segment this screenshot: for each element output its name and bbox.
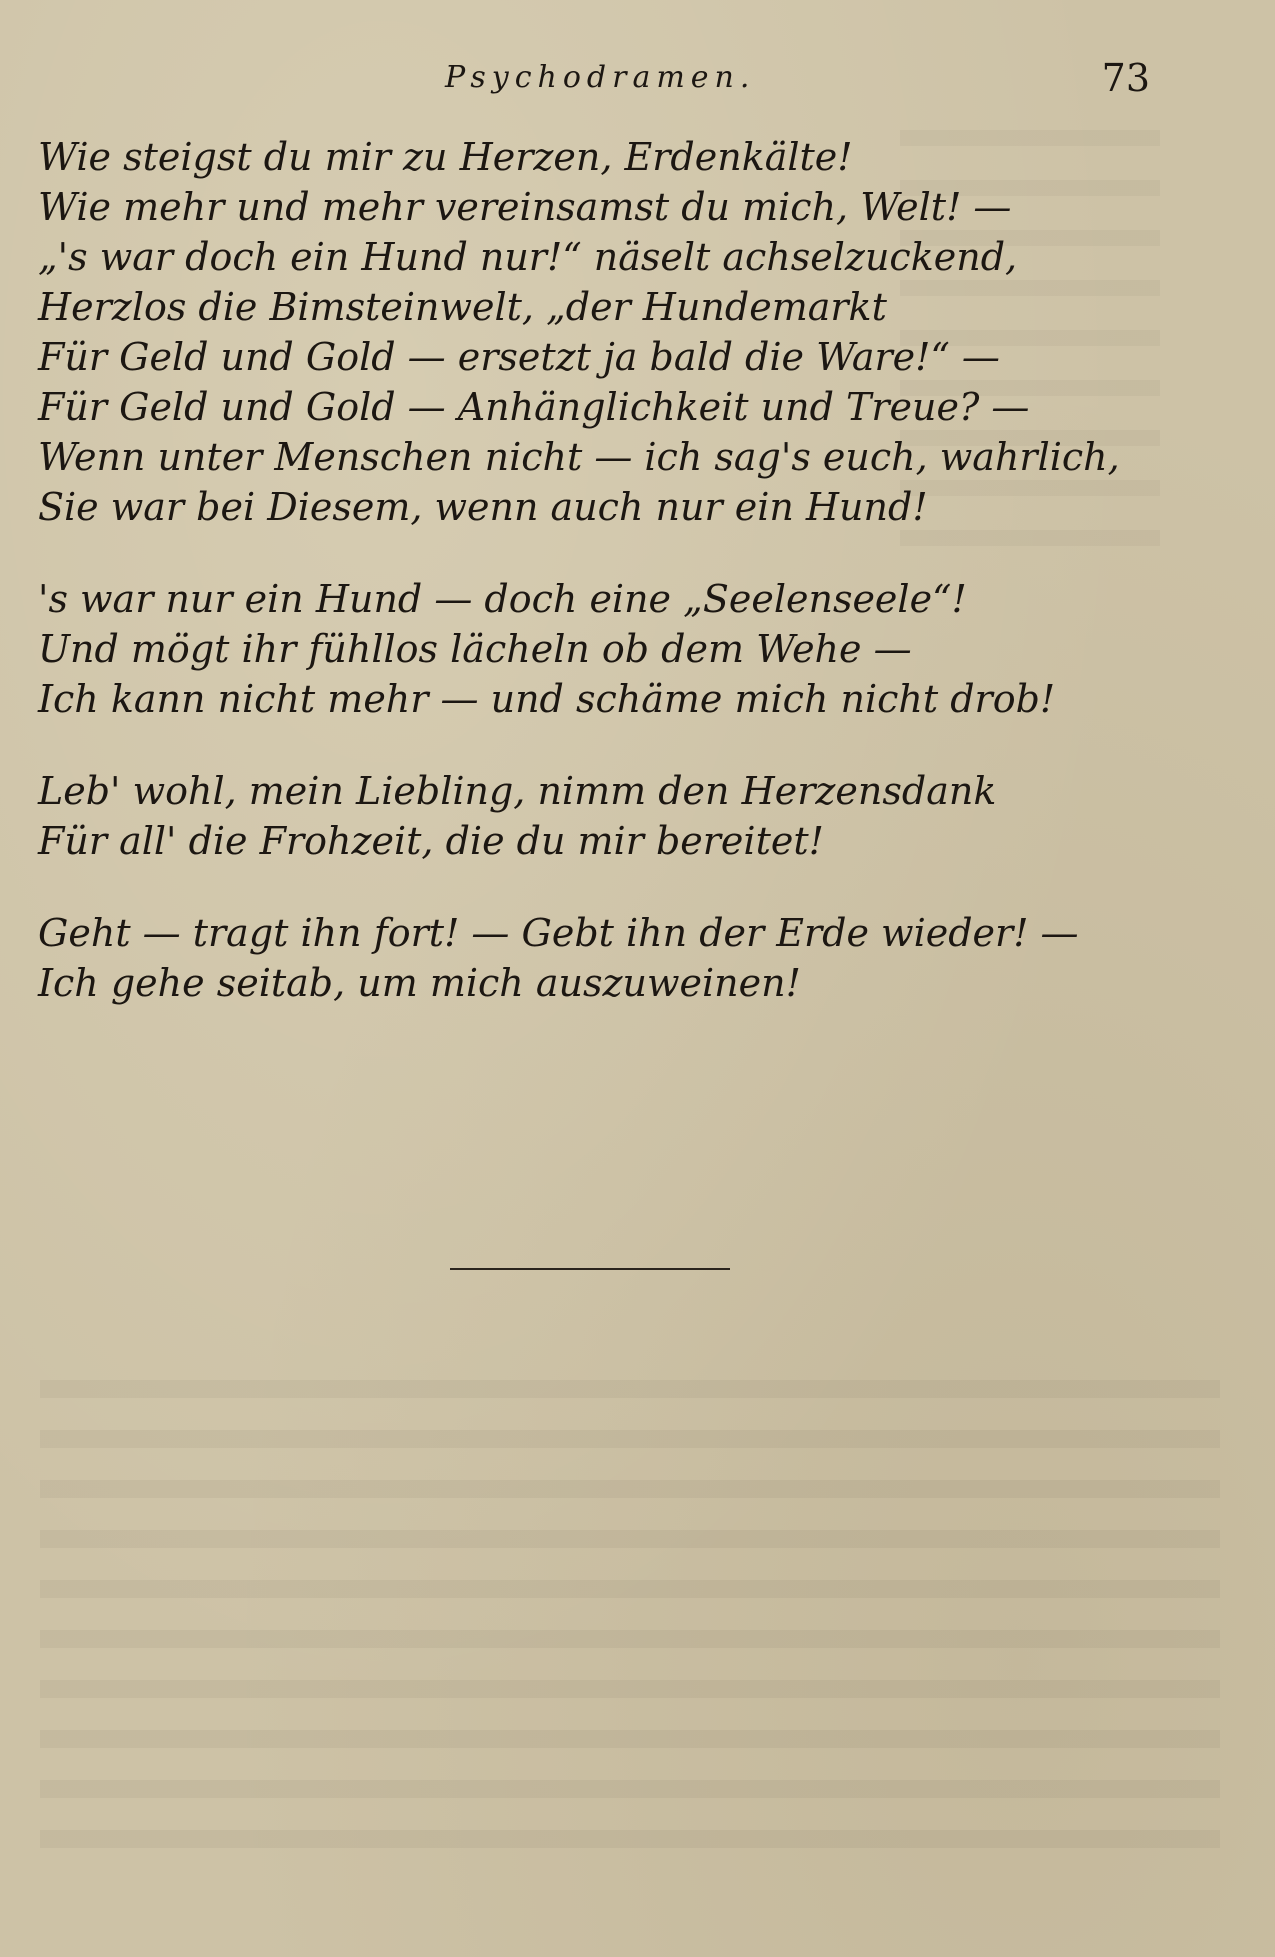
stanza-2 [38, 574, 1168, 724]
poem-line: Wie mehr und mehr vereinsamst du mich, Welt! — [38, 185, 1012, 229]
page-number: 73 [1101, 56, 1150, 100]
poem [38, 132, 1168, 1050]
poem-line: Ich gehe seitab, um mich auszuweinen! [38, 961, 801, 1005]
poem-line: Wie steigst du mir zu Herzen, Erdenkälte! [38, 135, 853, 179]
poem-line: Leb' wohl, mein Liebling, nimm den Herzensdank [38, 769, 997, 813]
poem-line: Für all' die Frohzeit, die du mir bereitet! [38, 819, 824, 863]
poem-line: 's war nur ein Hund — doch eine „Seelenseele“! [38, 577, 967, 621]
poem-line: Geht — tragt ihn fort! — Gebt ihn der Erde wieder! — [38, 911, 1079, 955]
poem-line: Für Geld und Gold — Anhänglichkeit und Treue? — [38, 385, 1030, 429]
stanza-3 [38, 766, 1168, 866]
stanza-4 [38, 908, 1168, 1008]
bleed-through-bottom [40, 1380, 1220, 1880]
poem-line: Wenn unter Menschen nicht — ich sag's euch, wahrlich, [38, 435, 1120, 479]
poem-line: Sie war bei Diesem, wenn auch nur ein Hund! [38, 485, 928, 529]
running-head [0, 52, 1275, 112]
poem-line: Herzlos die Bimsteinwelt, „der Hundemarkt [38, 285, 887, 329]
end-rule [450, 1268, 730, 1270]
poem-line: Und mögt ihr fühllos lächeln ob dem Wehe — [38, 627, 912, 671]
stanza-1 [38, 132, 1168, 532]
poem-line: Für Geld und Gold — ersetzt ja bald die Ware!“ — [38, 335, 1000, 379]
poem-line: Ich kann nicht mehr — und schäme mich nicht drob! [38, 677, 1056, 721]
poem-line: „'s war doch ein Hund nur!“ näselt achselzuckend, [38, 235, 1018, 279]
running-title: Psychodramen. [445, 60, 756, 95]
